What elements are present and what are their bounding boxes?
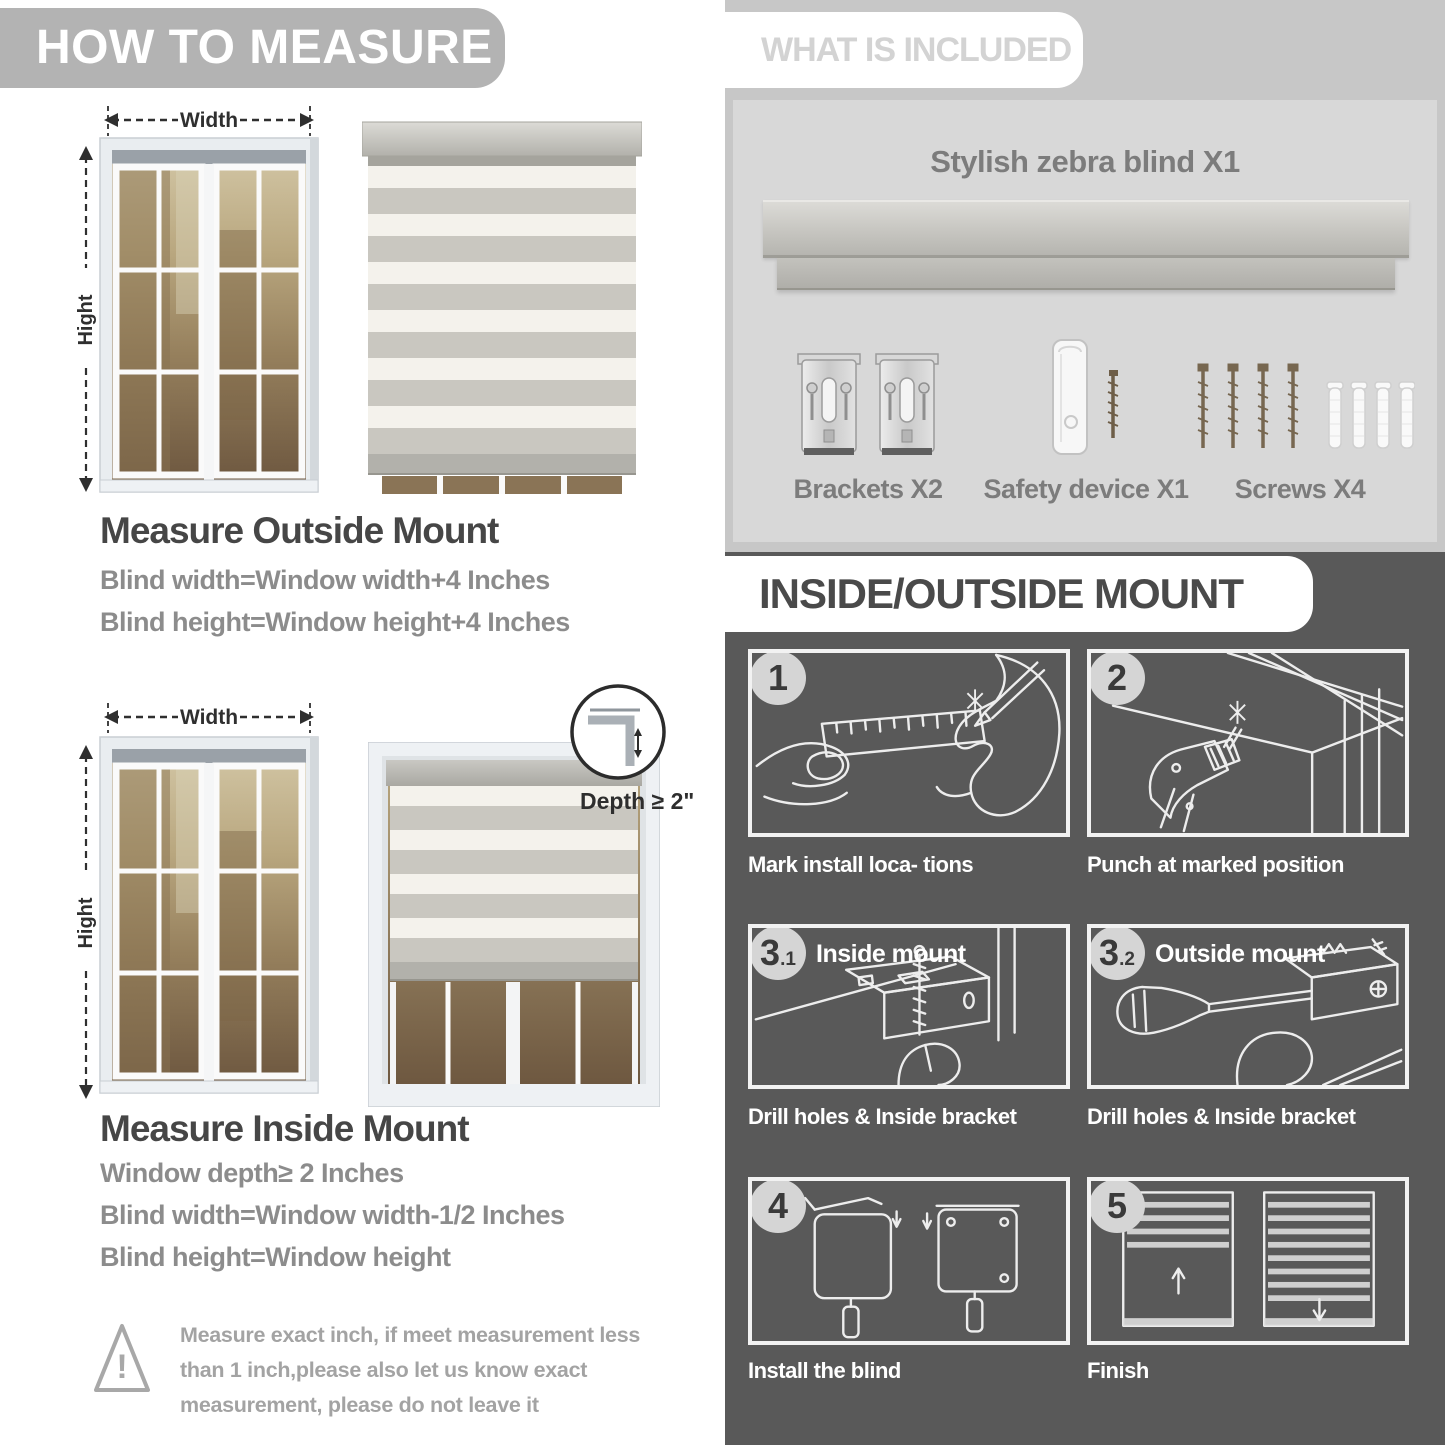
inside-height-formula: Blind height=Window height [100,1242,451,1272]
screws-and-anchors-icon [1185,348,1415,460]
height-label: Hight [75,294,97,346]
bracket-icon [874,350,940,460]
how-to-measure-title: HOW TO MEASURE [36,21,493,74]
step-1-panel [748,649,1070,837]
screws-label: Screws X4 [1234,474,1366,504]
step-3-1-panel [748,924,1070,1089]
step-5-caption: Finish [1087,1358,1149,1383]
step-4-panel [748,1177,1070,1345]
outside-width-formula: Blind width=Window width+4 Inches [100,565,550,595]
outside-height-formula: Blind height=Window height+4 Inches [100,607,570,637]
warning-line-1: Measure exact inch, if meet measurement less [180,1323,641,1347]
step-3-2-panel [1087,924,1409,1089]
safety-device-part [983,338,1189,505]
what-is-included-banner [725,12,1083,88]
mount-instructions-section [725,552,1445,1445]
blind-stripes [368,166,636,454]
exclamation-triangle-icon [92,1318,152,1398]
step-3-1-caption: Drill holes & Inside bracket [748,1104,1017,1129]
step-badge: 3 .2 [1089,926,1145,980]
brackets-part [763,338,973,505]
blind-bottomrail-image [777,258,1395,290]
step-5-panel [1087,1177,1409,1345]
measure-warning [92,1318,672,1423]
inside-depth-formula: Window depth≥ 2 Inches [100,1158,404,1188]
screws-part [1185,338,1415,505]
depth-callout-label: Depth ≥ 2" [580,788,695,814]
step-1-caption: Mark install loca- tions [748,852,974,877]
warning-text [180,1318,640,1423]
svg-text:!: ! [116,1348,128,1386]
brackets-image [796,338,940,460]
step-badge: 4 [750,1179,806,1233]
warning-line-2: than 1 inch,please also let us know exact [180,1358,588,1382]
zebra-blind-outside-illustration [362,118,642,494]
how-to-measure-banner [0,8,505,88]
inside-outside-mount-title: INSIDE/OUTSIDE MOUNT [759,570,1244,617]
right-panel [725,0,1445,1445]
inside-mount-heading: Measure Inside Mount [100,1108,469,1149]
step-4-caption: Install the blind [748,1358,901,1383]
step-2-panel [1087,649,1409,837]
step-badge: 3 .1 [750,926,806,980]
depth-callout-circle [566,680,670,784]
wall-anchors [1327,382,1415,448]
step-3-2-caption: Drill holes & Inside bracket [1087,1104,1356,1129]
brackets-label: Brackets X2 [793,474,943,504]
width-label: Width [179,706,239,729]
outside-mount-heading: Measure Outside Mount [100,510,499,551]
outside-mount-label: Outside mount [1155,940,1325,968]
inside-mount-label: Inside mount [816,940,966,968]
what-is-included-title: WHAT IS INCLUDED [761,31,1072,69]
inside-mount-window-illustration [68,695,350,1107]
bracket-icon [796,350,862,460]
step-2-caption: Punch at marked position [1087,852,1344,877]
safety-device-label: Safety device X1 [983,474,1189,504]
height-label: Hight [75,897,97,949]
safety-device-image [1031,338,1141,460]
zebra-blind-count-label: Stylish zebra blind X1 [930,144,1240,179]
width-label: Width [179,109,239,132]
blind-headrail-image [763,200,1409,258]
warning-line-3: measurement, please do not leave it [180,1393,539,1417]
inside-width-formula: Blind width=Window width-1/2 Inches [100,1200,565,1230]
outside-mount-window-illustration [68,100,350,500]
included-contents-panel [733,100,1437,542]
inside-outside-mount-banner [725,556,1313,632]
step-badge: 5 [1089,1179,1145,1233]
step-badge: 1 [750,651,806,705]
safety-device-icon [1031,338,1141,460]
step-badge: 2 [1089,651,1145,705]
screws-image [1185,338,1415,460]
